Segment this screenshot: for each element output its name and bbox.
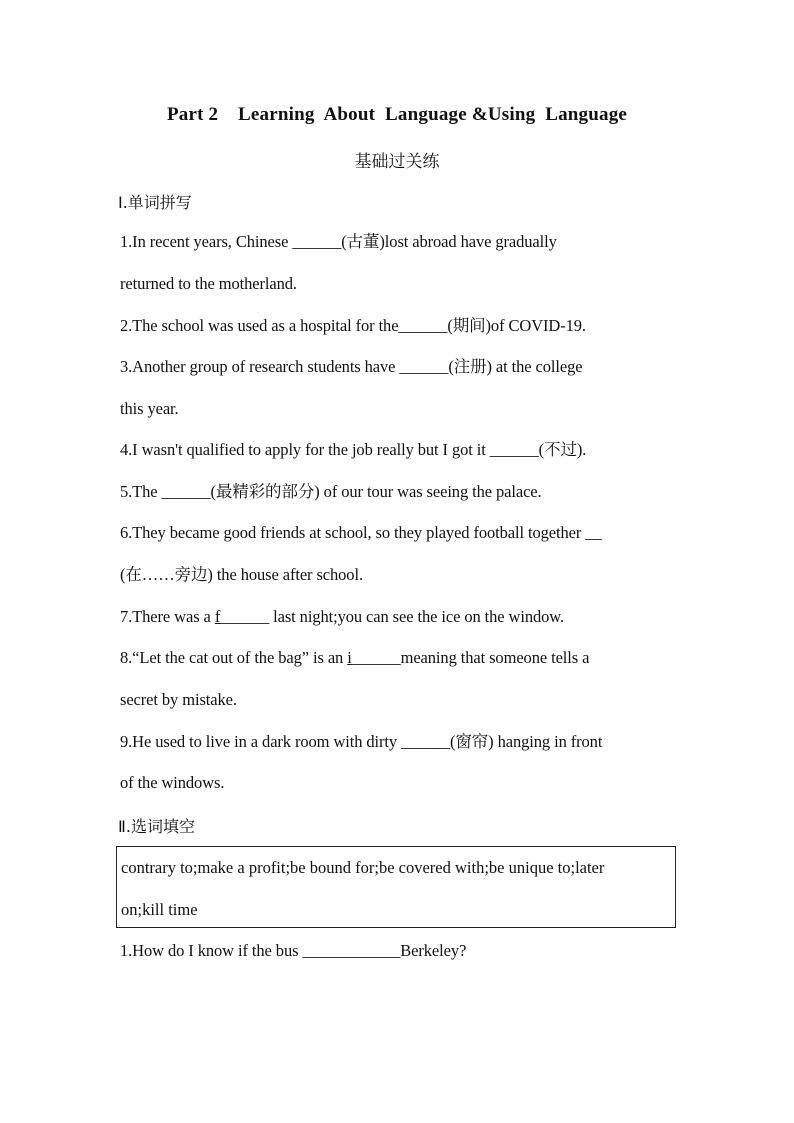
word-bank-line-1: contrary to;make a profit;be bound for;be covered with;be unique to;later — [121, 858, 605, 877]
question-8-line-2: secret by mistake. — [120, 690, 237, 709]
question-7-text-start: 7.There was a — [120, 607, 215, 626]
question-8-line-1 — [120, 647, 680, 669]
question-5: 5.The ______(最精彩的部分) of our tour was seeing the palace. — [120, 482, 542, 501]
question-9-line-2: of the windows. — [120, 773, 225, 792]
question-4: 4.I wasn't qualified to apply for the job really but I got it ______(不过). — [120, 440, 587, 459]
question-6-line-1: 6.They became good friends at school, so they played football together __ — [120, 523, 602, 542]
question-7-hint-letter: f — [214, 607, 221, 626]
page-title: Part 2 Learning About Language &Using Language — [166, 104, 628, 125]
question-1-line-1: 1.In recent years, Chinese ______(古董)lost abroad have gradually — [120, 232, 557, 251]
section-2-question-1: 1.How do I know if the bus ____________Berkeley? — [120, 941, 467, 960]
question-3-line-1: 3.Another group of research students have ______(注册) at the college — [120, 357, 583, 376]
word-bank-line-2: on;kill time — [121, 900, 198, 919]
word-bank-box — [116, 846, 676, 928]
section-2-heading: Ⅱ.选词填空 — [118, 817, 195, 836]
question-8-text-start: 8.“Let the cat out of the bag” is an — [120, 648, 348, 667]
question-3-line-2: this year. — [120, 399, 179, 418]
question-8-hint-letter: i — [347, 648, 352, 667]
question-8-text-end: ______meaning that someone tells a — [351, 648, 590, 667]
question-7-text-end: ______ last night;you can see the ice on the window. — [220, 607, 565, 626]
page-subtitle: 基础过关练 — [354, 152, 440, 172]
question-7 — [120, 606, 680, 628]
question-6-line-2: (在……旁边) the house after school. — [120, 565, 363, 584]
section-1-heading: Ⅰ.单词拼写 — [118, 193, 192, 212]
question-1-line-2: returned to the motherland. — [120, 274, 297, 293]
question-9-line-1: 9.He used to live in a dark room with dirty ______(窗帘) hanging in front — [120, 732, 603, 751]
question-2: 2.The school was used as a hospital for the______(期间)of COVID-19. — [120, 316, 586, 335]
